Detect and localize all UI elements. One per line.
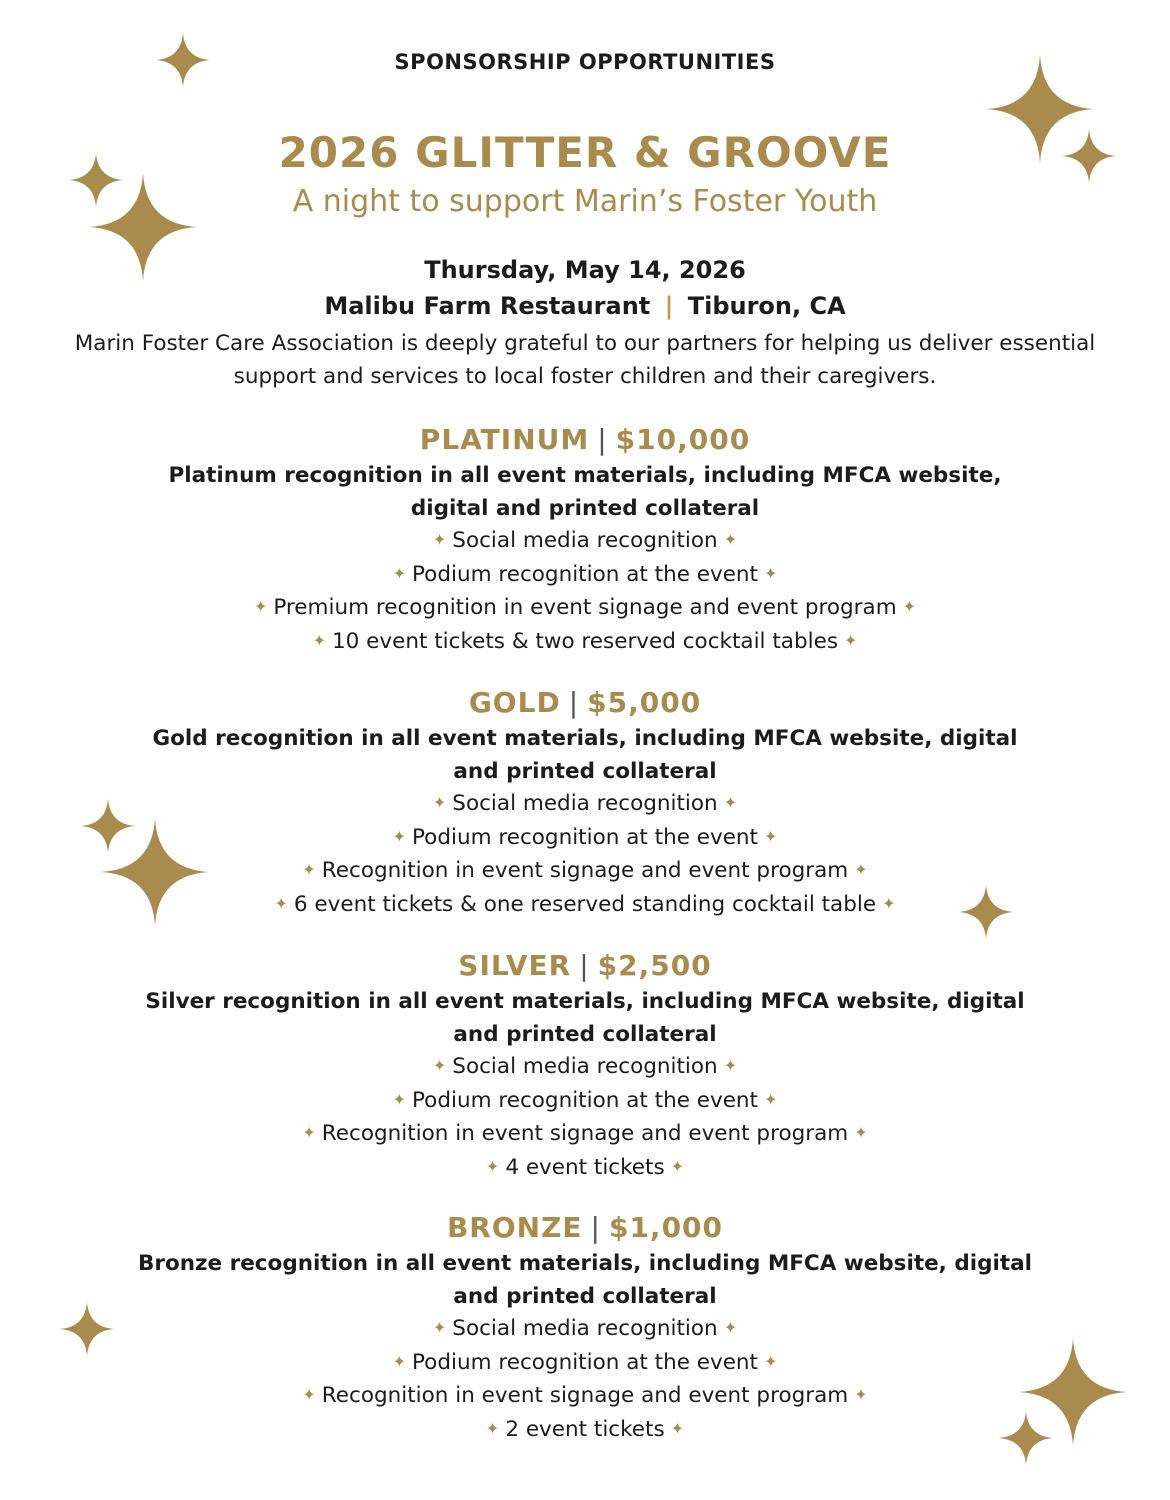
sparkle-bullet-icon: ✦ xyxy=(392,563,406,583)
sparkle-bullet-icon: ✦ xyxy=(670,1418,685,1438)
tier-summary: Bronze recognition in all event materials, including MFCA website, digital and printed collateral xyxy=(137,1251,1033,1309)
benefit-item: ✦ Recognition in event signage and event program ✦ xyxy=(0,855,1170,889)
tier-name: PLATINUM xyxy=(419,423,590,456)
event-title: 2026 GLITTER & GROOVE xyxy=(278,128,892,177)
sparkle-bullet-icon: ✦ xyxy=(902,597,917,616)
sparkle-bullet-icon: ✦ xyxy=(854,1385,868,1404)
tier-name: BRONZE xyxy=(446,1211,583,1244)
benefit-item: ✦ 6 event tickets & one reserved standing cocktail table ✦ xyxy=(0,889,1170,923)
tier-name: SILVER xyxy=(458,949,572,982)
tier-heading xyxy=(0,946,1170,986)
event-location xyxy=(0,292,1170,320)
tier-heading xyxy=(0,1208,1170,1248)
benefit-list xyxy=(0,1051,1170,1185)
sparkle-bullet-icon: ✦ xyxy=(854,1123,868,1142)
benefit-item: ✦ Premium recognition in event signage and event program ✦ xyxy=(0,592,1170,626)
sparkle-bullet-icon: ✦ xyxy=(882,893,896,913)
eyebrow-heading: SPONSORSHIP OPPORTUNITIES xyxy=(394,50,776,74)
benefit-item: ✦ Podium recognition at the event ✦ xyxy=(0,559,1170,593)
benefit-item: ✦ 2 event tickets ✦ xyxy=(0,1414,1170,1448)
sparkle-bullet-icon: ✦ xyxy=(392,1089,406,1109)
sparkle-bullet-icon: ✦ xyxy=(723,530,738,549)
tier-separator: | xyxy=(590,1211,601,1244)
tier-price: $10,000 xyxy=(615,423,751,456)
tier-separator: | xyxy=(568,686,580,719)
benefit-item: ✦ Recognition in event signage and event program ✦ xyxy=(0,1118,1170,1152)
sparkle-bullet-icon: ✦ xyxy=(485,1156,500,1176)
sparkle-bullet-icon: ✦ xyxy=(432,530,447,549)
tier-summary: Silver recognition in all event materials, including MFCA website, digital and printed collateral xyxy=(145,989,1025,1047)
sparkle-bullet-icon: ✦ xyxy=(764,826,778,846)
sparkle-bullet-icon: ✦ xyxy=(723,1056,738,1075)
benefit-item: ✦ Social media recognition ✦ xyxy=(0,525,1170,559)
sparkle-bullet-icon: ✦ xyxy=(670,1156,685,1176)
location-separator: | xyxy=(664,292,674,320)
tier-separator: | xyxy=(597,423,608,456)
intro-paragraph: Marin Foster Care Association is deeply grateful to our partners for helping us deliver essential support and services to local foster children and their caregivers. xyxy=(74,331,1096,389)
tier-heading xyxy=(0,420,1170,460)
sparkle-bullet-icon: ✦ xyxy=(764,1351,778,1371)
benefit-item: ✦ Podium recognition at the event ✦ xyxy=(0,822,1170,856)
sparkle-bullet-icon: ✦ xyxy=(392,1351,406,1371)
sparkle-bullet-icon: ✦ xyxy=(485,1418,500,1438)
tier-heading xyxy=(0,683,1170,723)
sparkle-bullet-icon: ✦ xyxy=(302,1385,316,1404)
benefit-list xyxy=(0,525,1170,659)
tier-silver xyxy=(0,946,1170,1185)
tier-name: GOLD xyxy=(468,686,561,719)
benefit-item: ✦ Social media recognition ✦ xyxy=(0,1051,1170,1085)
sparkle-bullet-icon: ✦ xyxy=(274,893,288,913)
sparkle-bullet-icon: ✦ xyxy=(764,1089,778,1109)
sparkle-bullet-icon: ✦ xyxy=(432,1056,447,1075)
tier-separator: | xyxy=(579,949,590,982)
venue-name: Malibu Farm Restaurant xyxy=(324,292,651,320)
event-date: Thursday, May 14, 2026 xyxy=(424,256,746,284)
tier-gold xyxy=(0,683,1170,922)
tier-summary: Gold recognition in all event materials, including MFCA website, digital and printed collateral xyxy=(152,726,1018,784)
venue-city: Tiburon, CA xyxy=(687,292,846,320)
sparkle-bullet-icon: ✦ xyxy=(854,860,868,879)
sparkle-bullet-icon: ✦ xyxy=(253,597,268,616)
benefit-list xyxy=(0,1313,1170,1447)
sparkle-bullet-icon: ✦ xyxy=(432,1318,447,1337)
benefit-item: ✦ Podium recognition at the event ✦ xyxy=(0,1347,1170,1381)
benefit-item: ✦ Social media recognition ✦ xyxy=(0,788,1170,822)
sparkle-bullet-icon: ✦ xyxy=(764,563,778,583)
sparkle-bullet-icon: ✦ xyxy=(392,826,406,846)
event-subtitle: A night to support Marin’s Foster Youth xyxy=(292,184,878,219)
benefit-item: ✦ Podium recognition at the event ✦ xyxy=(0,1085,1170,1119)
sparkle-bullet-icon: ✦ xyxy=(723,1318,738,1337)
benefit-item: ✦ 10 event tickets & two reserved cocktail tables ✦ xyxy=(0,626,1170,660)
sparkle-bullet-icon: ✦ xyxy=(432,793,447,812)
benefit-list xyxy=(0,788,1170,922)
benefit-item: ✦ 4 event tickets ✦ xyxy=(0,1152,1170,1186)
sparkle-bullet-icon: ✦ xyxy=(302,860,316,879)
tier-price: $1,000 xyxy=(608,1211,724,1244)
benefit-item: ✦ Social media recognition ✦ xyxy=(0,1313,1170,1347)
tier-platinum xyxy=(0,420,1170,659)
sparkle-bullet-icon: ✦ xyxy=(844,630,858,650)
tier-summary: Platinum recognition in all event materials, including MFCA website, digital and printed collateral xyxy=(168,463,1002,521)
tier-price: $2,500 xyxy=(597,949,712,982)
tier-price: $5,000 xyxy=(587,686,702,719)
benefit-item: ✦ Recognition in event signage and event program ✦ xyxy=(0,1380,1170,1414)
sparkle-bullet-icon: ✦ xyxy=(302,1123,316,1142)
sparkle-bullet-icon: ✦ xyxy=(312,630,326,650)
tier-bronze xyxy=(0,1208,1170,1447)
sparkle-bullet-icon: ✦ xyxy=(723,793,738,812)
